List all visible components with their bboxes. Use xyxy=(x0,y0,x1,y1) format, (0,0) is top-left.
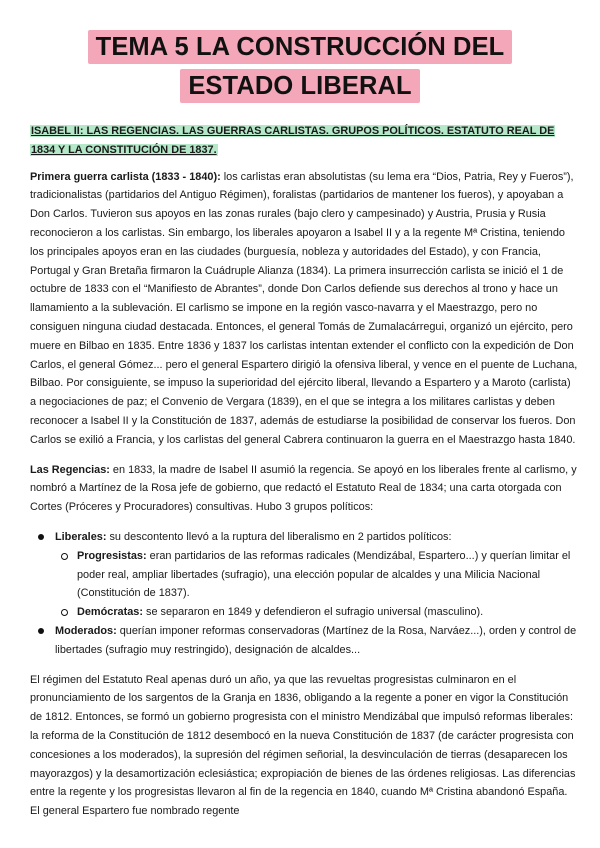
paragraph-carlista xyxy=(30,168,578,450)
body-liberales: su descontento llevó a la ruptura del liberalismo en 2 partidos políticos: xyxy=(106,530,452,543)
title-line-1: TEMA 5 LA CONSTRUCCIÓN DEL xyxy=(88,30,513,64)
document-body xyxy=(30,122,578,832)
paragraph-regencias xyxy=(30,461,578,517)
list-item-progresistas xyxy=(77,547,578,603)
title-line-2: ESTADO LIBERAL xyxy=(180,69,419,103)
heading-carlista: Primera guerra carlista (1833 - 1840): xyxy=(30,170,221,183)
paragraph-estatuto: El régimen del Estatuto Real apenas duró un año, ya que las revueltas progresistas culminaron en el pronunciamiento de los sargentos de la Granja en 1836, obligando a la regente a poner en vigor la Constitución de 1812. Entonces, se formó un gobierno progresista con el ministro Mendizábal que impulsó reformas liberales: la reforma de la Constitución de 1812 desembocó en la nueva Constitución de 1837 (de carácter progresista con concesiones a los moderados), la supresión del régimen señorial, la desvinculación de tierras (desaparecen los mayorazgos) y la desamortización eclesiástica; expropiación de bienes de las órdenes religiosas. Las diferencias entre la regente y los progresistas llevaron al fin de la regencia en 1840, cuando Mª Cristina abandonó España. El general Espartero fue nombrado regente xyxy=(30,673,576,818)
heading-liberales: Liberales: xyxy=(55,530,107,543)
body-progresistas: eran partidarios de las reformas radicales (Mendizábal, Espartero...) y querían limitar el poder real, ampliar libertades (sufragio), una elección popular de alcaldes y una Milicia Nacional (Constitución de 1837). xyxy=(77,549,571,600)
page-title xyxy=(0,30,600,103)
body-moderados: querían imponer reformas conservadoras (Martínez de la Rosa, Narváez...), orden y control de libertades (sufragio muy restringido), designación de alcaldes... xyxy=(55,624,577,656)
list-item-moderados xyxy=(55,622,578,660)
heading-moderados: Moderados: xyxy=(55,624,117,637)
subtitle-part-1: ISABEL II: LAS REGENCIAS. LAS GUERRAS CARLISTAS. GRUPOS POLÍTICOS. ESTATUTO REAL DE xyxy=(31,125,555,137)
list-item-liberales xyxy=(55,528,578,622)
heading-progresistas: Progresistas: xyxy=(77,549,147,562)
heading-regencias: Las Regencias: xyxy=(30,463,110,476)
heading-democratas: Demócratas: xyxy=(77,606,143,619)
liberales-sublist xyxy=(55,547,578,622)
section-subtitle xyxy=(30,122,578,160)
list-item-democratas xyxy=(77,603,578,622)
body-carlista: los carlistas eran absolutistas (su lema era “Dios, Patria, Rey y Fueros”), tradicionalistas (partidarios del Antiguo Régimen), foralistas (partidarios de mantener los fueros), y apoyaban a Don Carlos. Tuvieron sus apoyos en las zonas rurales (bajo clero y campesinado) y Austria, Prusia y Rusia reconocieron a los carlistas. Sin embargo, los liberales apoyaron a Isabel II y a la regente Mª Cristina, teniendo los principales apoyos eran en las ciudades (burguesía, nobleza y autoridades del Estado), y con Francia, Portugal y Gran Bretaña firmaron la Cuádruple Alianza (1834). La primera insurrección carlista se inició el 1 de octubre de 1833 con el “Manifiesto de Abrantes”, donde Don Carlos defiende sus derechos al trono y hace un llamamiento a la sublevación. El carlismo se impone en la región vasco-navarra y el Maestrazgo, pero no consiguen ninguna ciudad destacada. Entonces, el general Tomás de Zumalacárregui, organizó un ejército, pero muere en Bilbao en 1835. Entre 1836 y 1837 los carlistas intentan extender el conflicto con la expedición de Don Carlos, el general Gómez... pero el general Espartero dirigió la ofensiva liberal, y vence en el puente de Luchana, Bilbao. Por consiguiente, se impuso la superioridad del ejército liberal, llevando a Espartero y a Maroto (carlista) a negociaciones de paz; el Convenio de Vergara (1839), en el que se integra a los militares carlistas y deben reconocer a Isabel II y la Constitución de 1837, además de estudiarse la posibilidad de conservar los fueros. Don Carlos se exilió a Francia, y los carlistas del general Cabrera continuaron la guerra en el Maestrazgo hasta 1840. xyxy=(30,170,578,446)
body-regencias: en 1833, la madre de Isabel II asumió la regencia. Se apoyó en los liberales frente al carlismo, y nombró a Martínez de la Rosa jefe de gobierno, que redactó el Estatuto Real de 1834; una carta otorgada con Cortes (Próceres y Procuradores) consultivas. Hubo 3 grupos políticos: xyxy=(30,463,577,514)
body-democratas: se separaron en 1849 y defendieron el sufragio universal (masculino). xyxy=(142,606,484,619)
political-groups-list xyxy=(30,528,578,660)
subtitle-part-2: 1834 Y LA CONSTITUCIÓN DE 1837. xyxy=(31,143,217,156)
